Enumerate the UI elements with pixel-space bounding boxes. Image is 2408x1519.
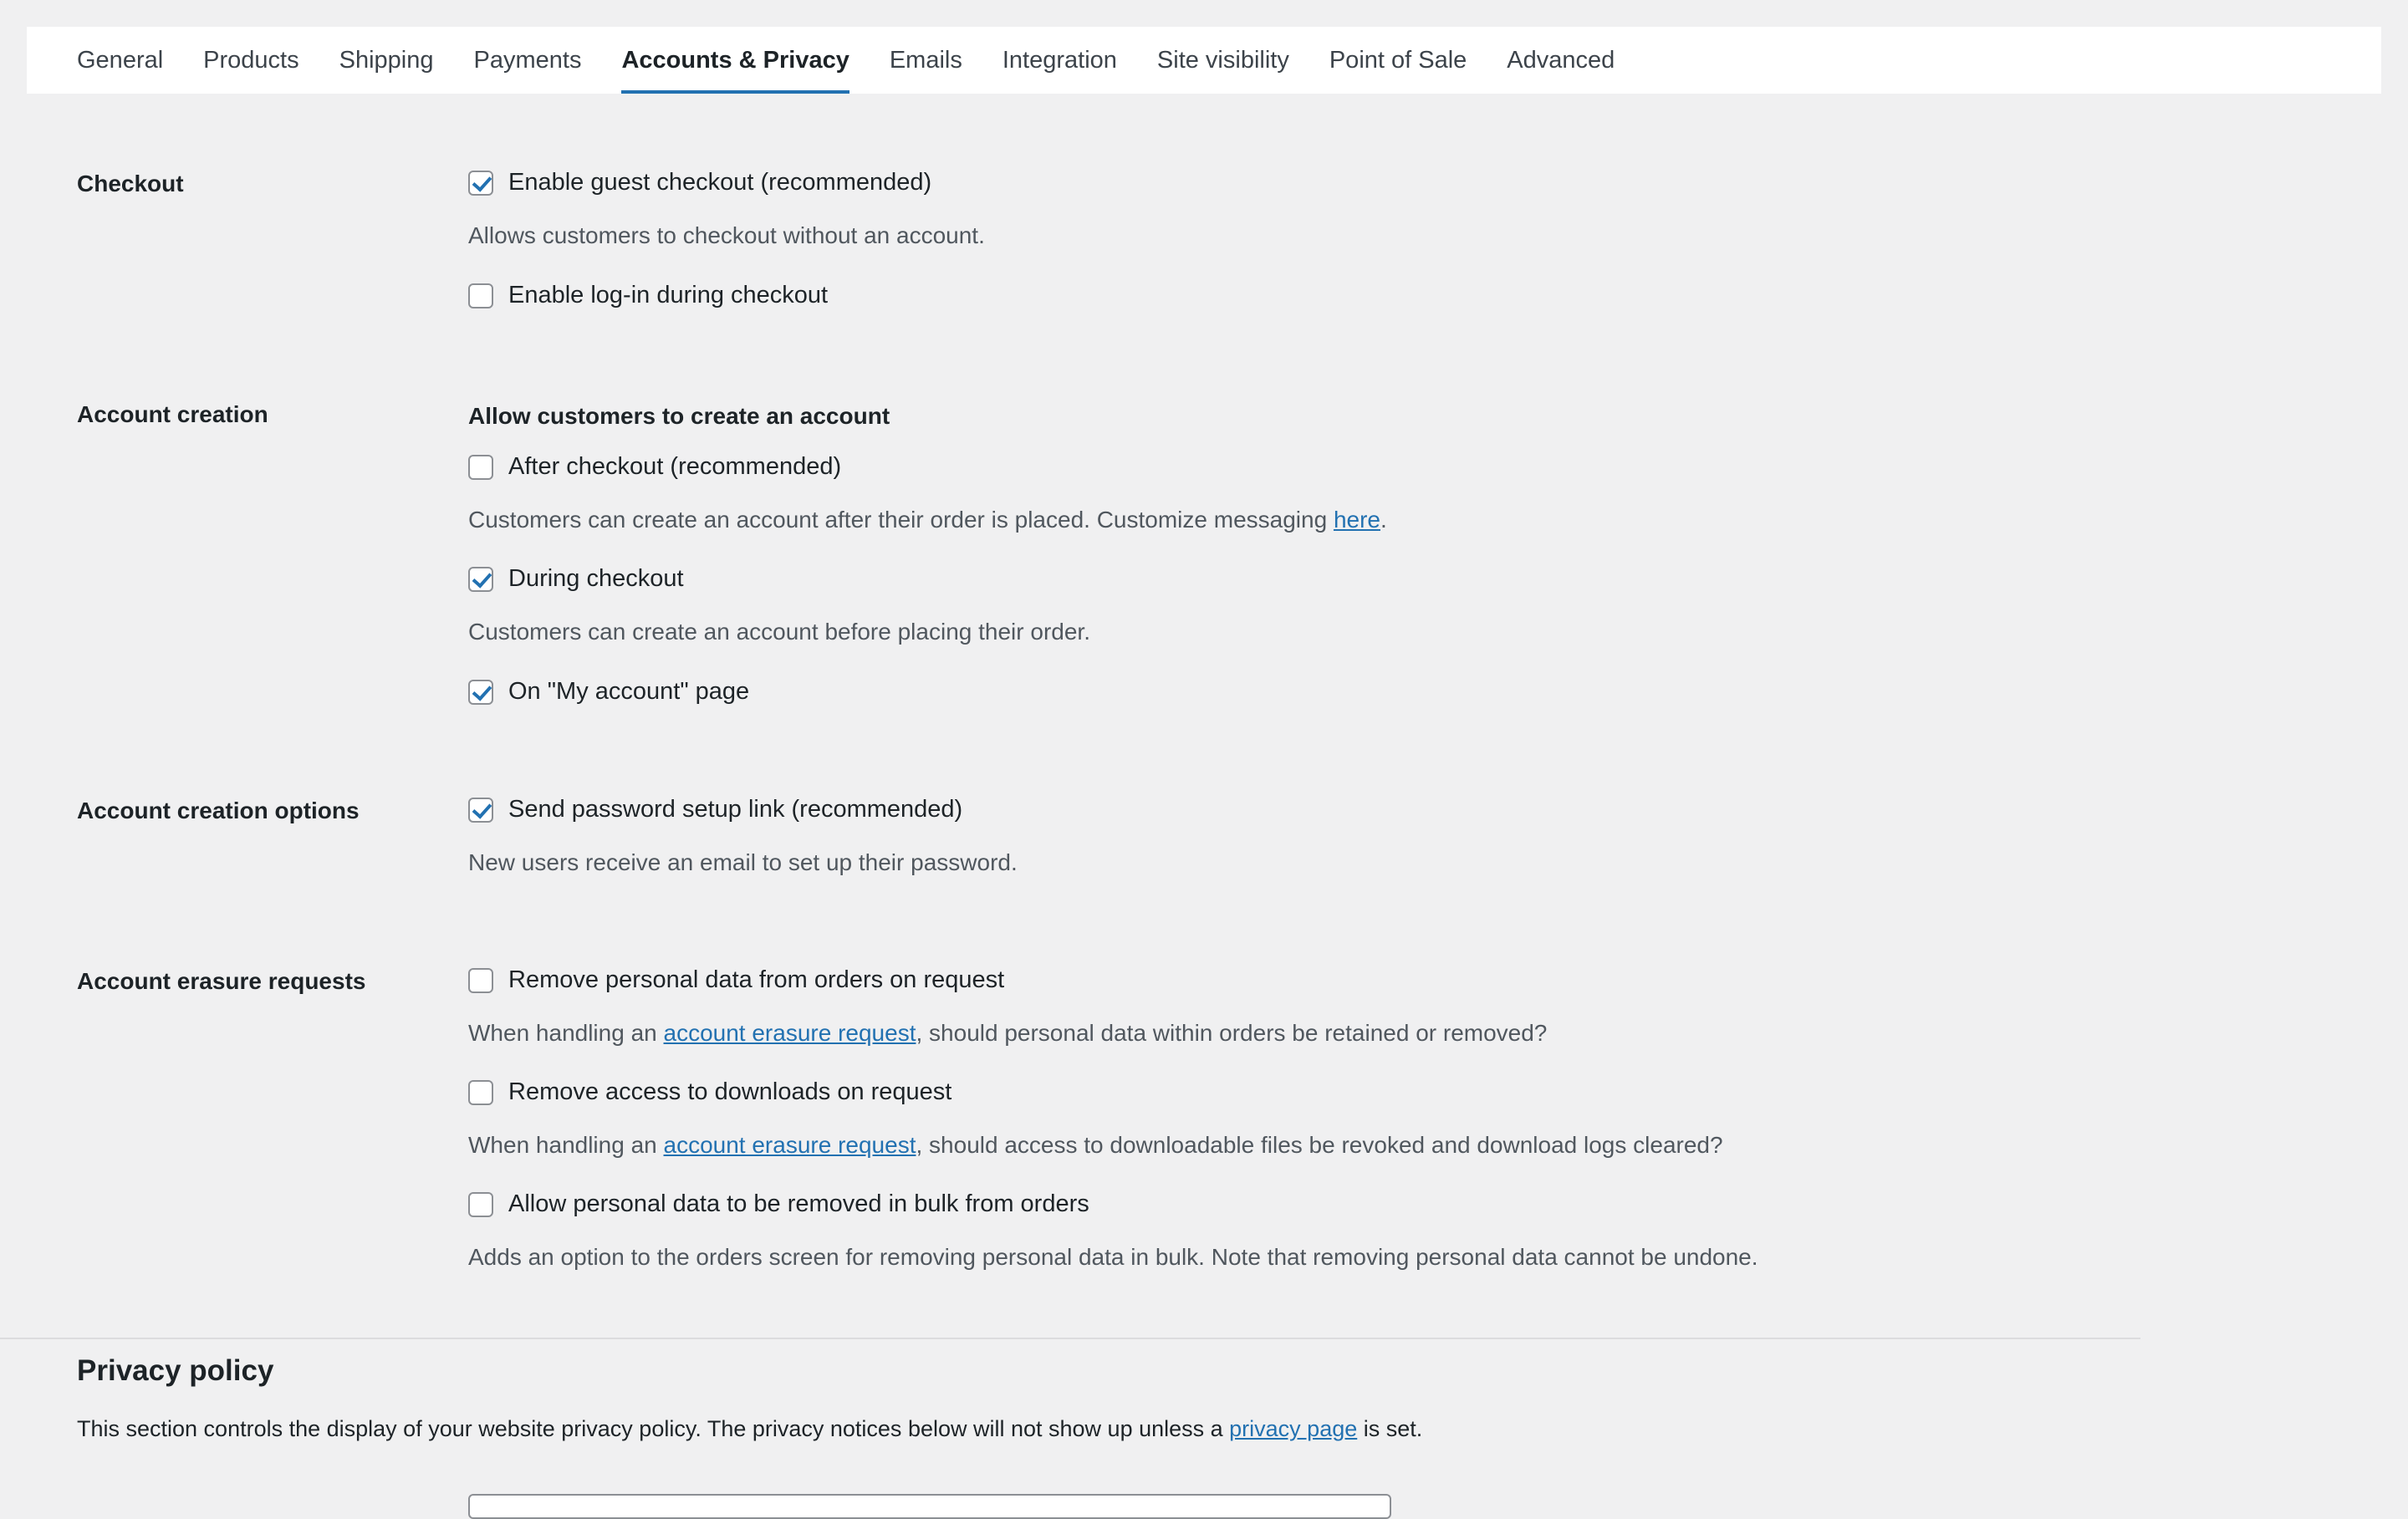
tab-site-visibility[interactable]: Site visibility <box>1156 46 1289 74</box>
privacy-policy-description <box>77 1416 1422 1442</box>
bulk-removal-option[interactable] <box>468 1190 1089 1218</box>
password-link-checkbox[interactable] <box>468 798 493 823</box>
password-link-description: New users receive an email to set up their password. <box>468 849 1018 875</box>
guest-checkout-description: Allows customers to checkout without an account. <box>468 222 985 248</box>
customize-messaging-link[interactable]: here <box>1333 507 1380 533</box>
guest-checkout-checkbox[interactable] <box>468 171 493 196</box>
tab-advanced[interactable]: Advanced <box>1507 46 1615 74</box>
password-link-option[interactable] <box>468 796 962 823</box>
tab-payments[interactable]: Payments <box>473 46 582 74</box>
bulk-removal-description: Adds an option to the orders screen for removing personal data in bulk. Note that removing personal data cannot be undone. <box>468 1244 1758 1270</box>
login-checkout-checkbox[interactable] <box>468 283 493 308</box>
downloads-desc-text: When handling an <box>468 1132 664 1158</box>
my-account-checkbox[interactable] <box>468 680 493 705</box>
tab-products[interactable]: Products <box>203 46 299 74</box>
tab-general[interactable]: General <box>77 46 164 74</box>
checkout-section-label: Checkout <box>77 171 184 196</box>
after-checkout-option[interactable] <box>468 453 841 481</box>
remove-downloads-checkbox[interactable] <box>468 1080 493 1105</box>
account-creation-subhead: Allow customers to create an account <box>468 403 890 429</box>
during-checkout-option[interactable] <box>468 565 684 593</box>
tab-integration[interactable]: Integration <box>1002 46 1117 74</box>
after-checkout-checkbox[interactable] <box>468 455 493 480</box>
tab-shipping[interactable]: Shipping <box>339 46 434 74</box>
guest-checkout-label: Enable guest checkout (recommended) <box>508 169 932 196</box>
section-divider <box>0 1338 2140 1339</box>
remove-order-data-description <box>468 1020 1547 1047</box>
bulk-removal-label: Allow personal data to be removed in bulk from orders <box>508 1190 1089 1217</box>
account-creation-options-label: Account creation options <box>77 798 360 823</box>
privacy-desc-end: is set. <box>1357 1416 1423 1441</box>
after-checkout-label: After checkout (recommended) <box>508 453 842 480</box>
account-erasure-request-link[interactable]: account erasure request <box>663 1132 916 1158</box>
remove-order-data-label: Remove personal data from orders on request <box>508 966 1005 993</box>
settings-tabs <box>27 27 2381 94</box>
password-link-label: Send password setup link (recommended) <box>508 796 963 823</box>
after-checkout-desc-text: Customers can create an account after their order is placed. Customize messaging <box>468 507 1334 533</box>
during-checkout-description: Customers can create an account before placing their order. <box>468 619 1090 645</box>
downloads-desc-end: , should access to downloadable files be revoked and download logs cleared? <box>916 1132 1723 1158</box>
privacy-desc-text: This section controls the display of your website privacy policy. The privacy notices below will not show up unless a <box>77 1416 1230 1441</box>
my-account-option[interactable] <box>468 678 749 706</box>
account-creation-section-label: Account creation <box>77 401 268 427</box>
privacy-page-link[interactable]: privacy page <box>1229 1416 1358 1441</box>
after-checkout-desc-end: . <box>1380 507 1387 533</box>
during-checkout-checkbox[interactable] <box>468 567 493 592</box>
remove-downloads-option[interactable] <box>468 1078 951 1106</box>
bulk-removal-checkbox[interactable] <box>468 1192 493 1217</box>
guest-checkout-option[interactable] <box>468 169 931 196</box>
tab-accounts-privacy[interactable]: Accounts & Privacy <box>621 27 849 94</box>
tab-point-of-sale[interactable]: Point of Sale <box>1329 46 1467 74</box>
tab-emails[interactable]: Emails <box>889 46 962 74</box>
account-erasure-request-link[interactable]: account erasure request <box>663 1020 916 1046</box>
login-checkout-label: Enable log-in during checkout <box>508 282 829 308</box>
login-checkout-option[interactable] <box>468 282 828 309</box>
remove-downloads-description <box>468 1132 1723 1159</box>
after-checkout-description <box>468 507 1387 533</box>
orders-desc-text: When handling an <box>468 1020 664 1046</box>
my-account-label: On "My account" page <box>508 678 750 705</box>
orders-desc-end: , should personal data within orders be retained or removed? <box>916 1020 1548 1046</box>
privacy-notice-textarea[interactable] <box>468 1494 1391 1519</box>
account-erasure-section-label: Account erasure requests <box>77 968 366 994</box>
remove-downloads-label: Remove access to downloads on request <box>508 1078 952 1105</box>
during-checkout-label: During checkout <box>508 565 684 592</box>
privacy-policy-title: Privacy policy <box>77 1354 274 1387</box>
remove-order-data-checkbox[interactable] <box>468 968 493 993</box>
remove-order-data-option[interactable] <box>468 966 1004 994</box>
